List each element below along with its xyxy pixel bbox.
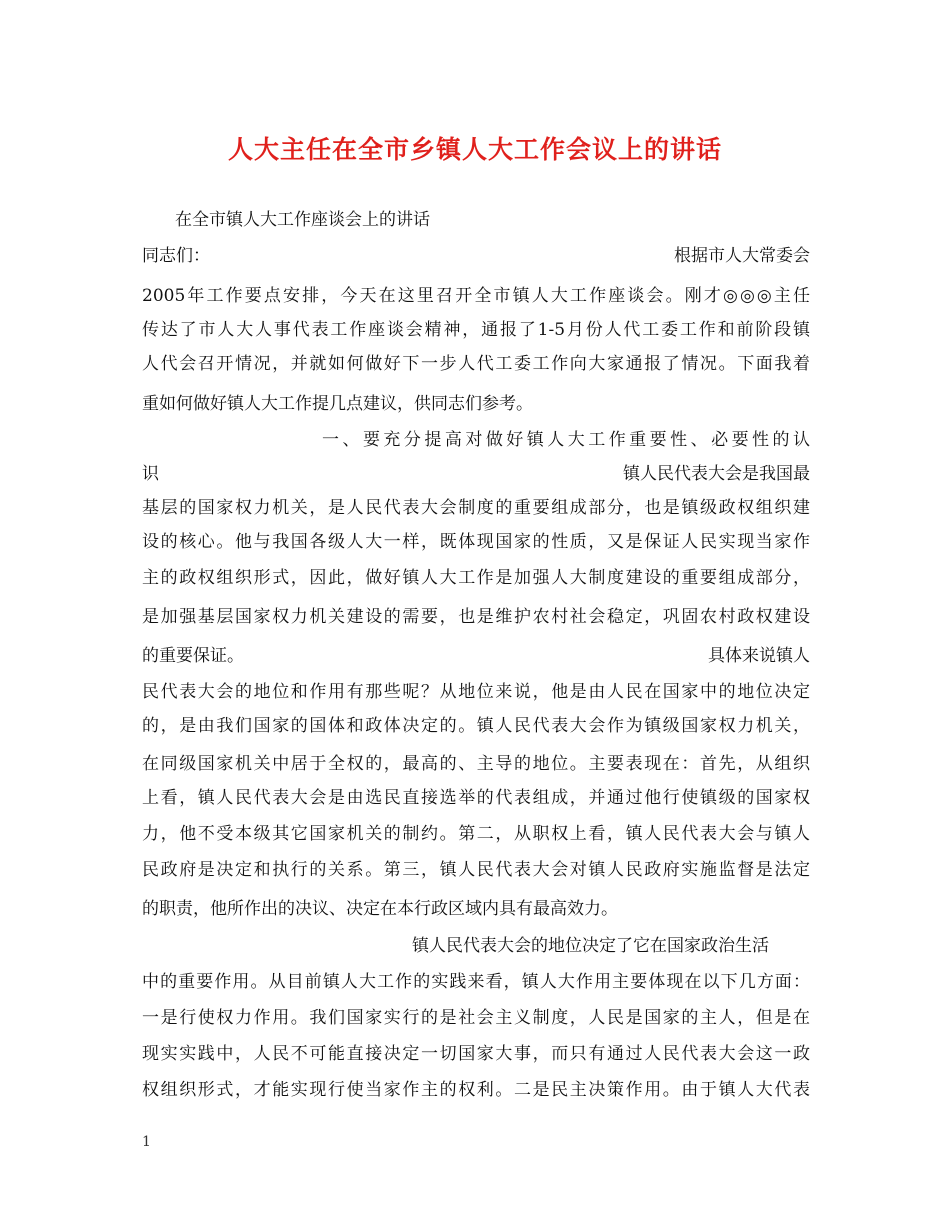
text-fragment: 镇人民代表大会是我国最 (623, 464, 810, 484)
text-fragment: 具体来说镇人 (708, 646, 810, 666)
section-heading: 一、要充分提高对做好镇人大工作重要性、必要性的认 (322, 430, 810, 450)
text-fragment: 的重要保证。 (142, 646, 244, 666)
text-line: 在同级国家机关中居于全权的，最高的、主导的地位。主要表现在：首先，从组织 (142, 754, 810, 774)
text-line: 的职责，他所作出的决议、决定在本行政区域内具有最高效力。 (142, 899, 618, 919)
text-line: 设的核心。他与我国各级人大一样，既体现国家的性质，又是保证人民实现当家作 (142, 532, 810, 552)
text-line: 现实实践中，人民不可能直接决定一切国家大事，而只有通过人民代表大会这一政 (142, 1044, 810, 1064)
speech-subtitle: 在全市镇人大工作座谈会上的讲话 (175, 210, 430, 230)
text-line: 权组织形式，才能实现行使当家作主的权利。二是民主决策作用。由于镇人大代表 (142, 1080, 810, 1100)
text-line: 民政府是决定和执行的关系。第三，镇人民代表大会对镇人民政府实施监督是法定 (142, 860, 810, 880)
document-title: 人大主任在全市乡镇人大工作会议上的讲话 (227, 135, 722, 164)
text-line: 民代表大会的地位和作用有那些呢？从地位来说，他是由人民在国家中的地位决定 (142, 682, 810, 702)
text-line: 的，是由我们国家的国体和政体决定的。镇人民代表大会作为镇级国家权力机关， (142, 716, 810, 736)
salutation: 同志们： (142, 246, 210, 266)
text-line: 人代会召开情况，并就如何做好下一步人代工委工作向大家通报了情况。下面我着 (142, 354, 810, 374)
text-fragment: 根据市人大常委会 (674, 246, 810, 266)
text-line: 2005年工作要点安排，今天在这里召开全市镇人大工作座谈会。刚才◎◎◎主任 (142, 286, 810, 306)
text-line: 中的重要作用。从目前镇人大工作的实践来看，镇人大作用主要体现在以下几方面： (142, 972, 810, 992)
text-line (142, 244, 810, 268)
text-line: 主的政权组织形式，因此，做好镇人大工作是加强人大制度建设的重要组成部分， (142, 568, 810, 588)
text-line: 传达了市人大人事代表工作座谈会精神，通报了1-5月份人代工委工作和前阶段镇 (142, 320, 810, 340)
text-line: 镇人民代表大会的地位决定了它在国家政治生活 (412, 936, 769, 956)
text-line: 上看，镇人民代表大会是由选民直接选举的代表组成，并通过他行使镇级的国家权 (142, 788, 810, 808)
page-number: 1 (142, 1134, 151, 1150)
text-line: 基层的国家权力机关，是人民代表大会制度的重要组成部分，也是镇级政权组织建 (142, 498, 810, 518)
text-line: 力，他不受本级其它国家机关的制约。第二，从职权上看，镇人民代表大会与镇人 (142, 824, 810, 844)
text-line (142, 644, 810, 668)
text-line (142, 462, 810, 486)
section-heading-end: 识 (142, 464, 159, 484)
text-line: 重如何做好镇人大工作提几点建议，供同志们参考。 (142, 394, 533, 414)
text-line: 是加强基层国家权力机关建设的需要，也是维护农村社会稳定，巩固农村政权建设 (142, 607, 810, 627)
text-line: 一是行使权力作用。我们国家实行的是社会主义制度，人民是国家的主人，但是在 (142, 1008, 810, 1028)
